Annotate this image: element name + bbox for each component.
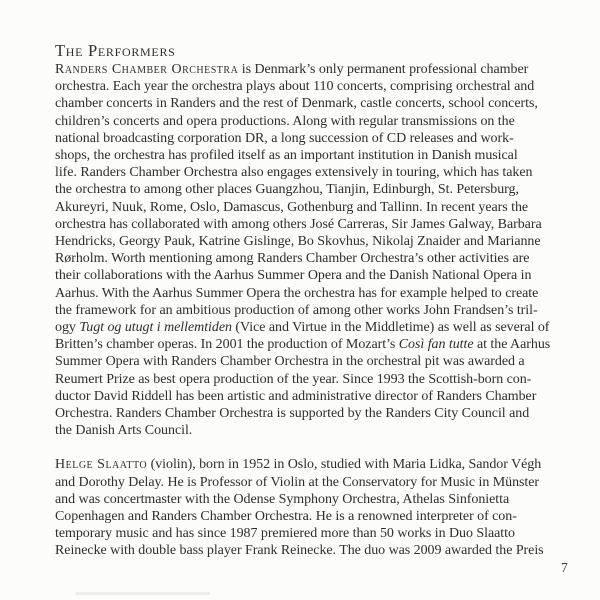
text-segment: the framework for an ambitious production of among other works John Frandsen’s tril- [55,302,538,318]
work-title: Così fan tutte [398,337,474,353]
text-segment: children’s concerts and opera productions. Along with regular transmissions on the [55,113,515,129]
scan-artifact [75,592,210,595]
text-line [55,422,565,439]
text-segment: Summer Opera with Randers Chamber Orchestra in the orchestral pit was awarded a [55,354,525,370]
text-segment: life. Randers Chamber Orchestra also engages extensively in touring, which has taken [55,165,533,181]
text-segment: Reinecke with double bass player Frank Reinecke. The duo was 2009 awarded the Preis [55,543,544,559]
smallcaps-name: Randers Chamber Orchestra [55,62,239,77]
text-line [55,250,565,267]
text-line [55,147,565,164]
text-segment: at the Aarhus [473,337,551,353]
text-line [55,508,565,525]
text-line [55,474,565,491]
text-segment: chamber concerts in Randers and the rest of Denmark, castle concerts, school concerts, [55,96,538,112]
text-line [55,181,565,198]
text-segment: ductor David Riddell has been artistic and administrative director of Randers Chamber [55,388,537,404]
text-line [55,302,565,319]
text-line [55,388,565,405]
smallcaps-name: Helge Slaatto [55,457,148,473]
text-segment: Reumert Prize as best opera production of the year. Since 1993 the Scottish-born con- [55,371,532,387]
text-segment: the Danish Arts Council. [55,423,193,439]
text-segment: Orchestra. Randers Chamber Orchestra is supported by the Randers City Council and [55,406,530,422]
text-line [55,113,565,130]
text-segment: Rørholm. Worth mentioning among Randers Chamber Orchestra’s other activities are [55,251,530,267]
text-line [55,78,565,95]
text-segment: temporary music and has since 1987 premiered more than 50 works in Duo Slaatto [55,526,515,542]
paragraph [55,456,565,559]
text-line [55,353,565,370]
text-line [55,267,565,284]
text-segment: their collaborations with the Aarhus Summer Opera and the Danish National Opera in [55,268,532,284]
text-line [55,371,565,388]
text-segment: ogy [55,320,80,336]
text-segment: orchestra. Each year the orchestra plays about 110 concerts, comprising orchestral and [55,79,535,95]
text-segment: and Dorothy Delay. He is Professor of Violin at the Conservatory for Music in Münster [55,474,540,490]
text-line [55,405,565,422]
text-segment: Copenhagen and Randers Chamber Orchestra. He is a renowned interpreter of con- [55,509,517,525]
text-segment: Aarhus. With the Aarhus Summer Opera the orchestra has for example helped to create [55,285,539,301]
text-segment: orchestra has collaborated with among others José Carreras, Sir James Galway, Barbara [55,216,542,232]
paragraph [55,61,565,439]
text-segment: Britten’s chamber operas. In 2001 the production of Mozart’s [55,337,399,353]
text-segment: is Denmark’s only permanent professional chamber [238,62,529,77]
text-line [55,216,565,233]
text-line [55,525,565,542]
text-line [55,130,565,147]
text-segment: national broadcasting corporation DR, a long succession of CD releases and work- [55,130,514,146]
text-line [55,199,565,216]
text-segment: Hendricks, Georgy Pauk, Katrine Gislinge, Bo Skovhus, Nikolaj Znaider and Marianne [55,234,541,250]
text-line [55,319,565,336]
text-line [55,95,565,112]
text-line [55,233,565,250]
page-number: 7 [561,560,568,575]
text-segment: shops, the orchestra has profiled itself as an important institution in Danish musical [55,148,518,164]
scan-edge-artifact [0,596,600,599]
page-title: The Performers [55,41,176,60]
text-segment: and was concertmaster with the Odense Symphony Orchestra, Athelas Sinfonietta [55,491,510,507]
text-line [55,61,565,78]
text-segment: Akureyri, Nuuk, Rome, Oslo, Damascus, Gothenburg and Tallinn. In recent years the [55,199,529,215]
text-line [55,542,565,559]
text-segment: (violin), born in 1952 in Oslo, studied with Maria Lidka, Sandor Végh [147,457,542,473]
text-line [55,491,565,508]
work-title: Tugt og utugt i mellemtiden [79,320,232,336]
text-line [55,456,565,473]
text-line [55,336,565,353]
text-block [55,40,565,560]
paragraphs-container [55,61,565,560]
text-line [55,285,565,302]
text-segment: the orchestra to among other places Guangzhou, Tianjin, Edinburgh, St. Petersburg, [55,182,519,198]
text-segment: (Vice and Virtue in the Middletime) as well as several of [231,320,550,336]
text-line [55,164,565,181]
